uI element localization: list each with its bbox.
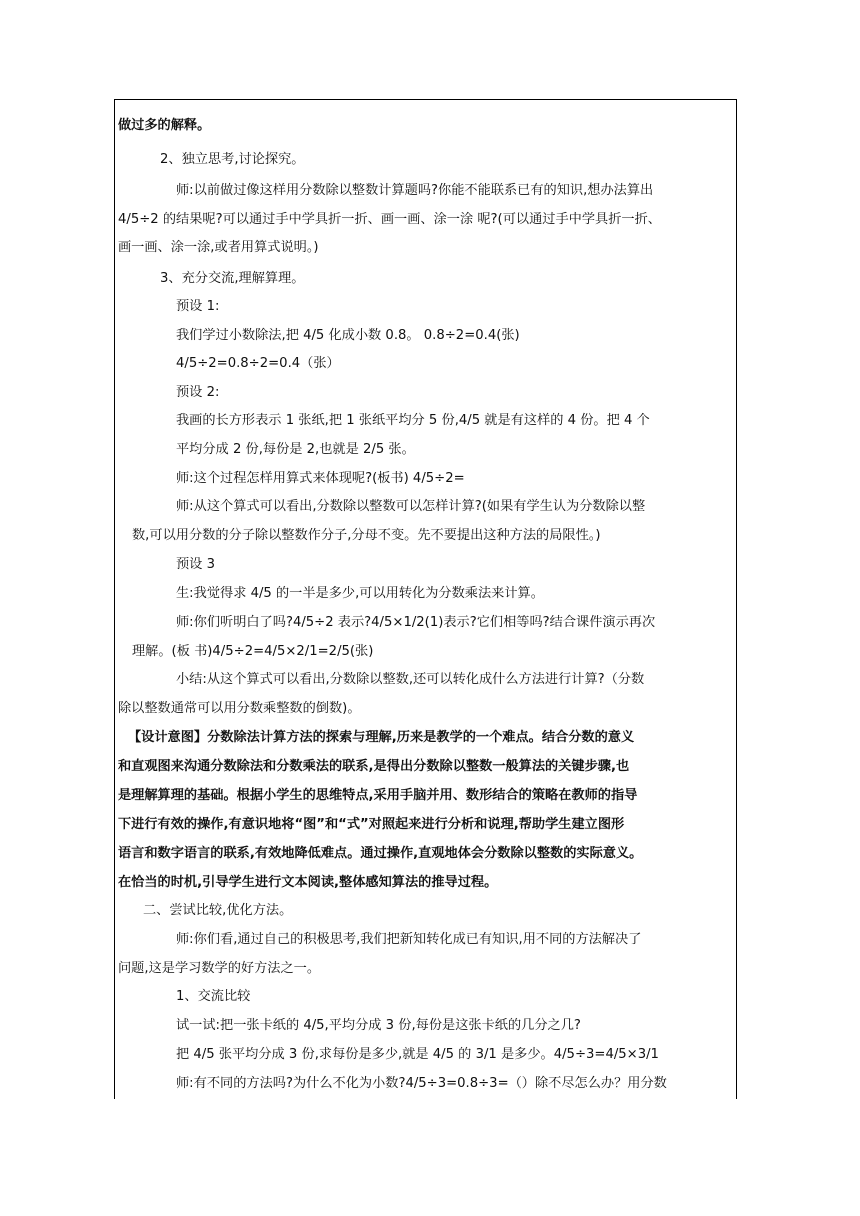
text-line: 我画的长方形表示 1 张纸,把 1 张纸平均分 5 份,4/5 就是有这样的 4 份。把 4 个 <box>176 413 650 428</box>
text-line: 3、充分交流,理解算理。 <box>160 271 305 286</box>
text-line: 2、独立思考,讨论探究。 <box>160 152 305 167</box>
text-line: 问题,这是学习数学的好方法之一。 <box>118 961 321 976</box>
text-line: 试一试:把一张卡纸的 4/5,平均分成 3 份,每份是这张卡纸的几分之几? <box>176 1018 581 1033</box>
text-line: 平均分成 2 份,每份是 2,也就是 2/5 张。 <box>176 442 415 457</box>
text-line: 4/5÷2=0.8÷2=0.4（张） <box>176 356 340 371</box>
text-line: 师:你们听明白了吗?4/5÷2 表示?4/5×1/2(1)表示?它们相等吗?结合课件演示再次 <box>176 615 656 630</box>
text-line: 4/5÷2 的结果呢?可以通过手中学具折一折、画一画、涂一涂 呢?(可以通过手中学具折一折、 <box>118 212 661 227</box>
text-line: 1、交流比较 <box>176 989 251 1004</box>
text-line: 下进行有效的操作,有意识地将“图”和“式”对照起来进行分析和说理,帮助学生建立图形 <box>118 817 625 832</box>
text-line: 生:我觉得求 4/5 的一半是多少,可以用转化为分数乘法来计算。 <box>176 586 544 601</box>
text-line: 是理解算理的基础。根据小学生的思维特点,采用手脑并用、数形结合的策略在教师的指导 <box>118 788 638 803</box>
text-line: 师:有不同的方法吗?为什么不化为小数?4/5÷3=0.8÷3=（）除不尽怎么办？用分数 <box>176 1076 667 1091</box>
text-line: 师:从这个算式可以看出,分数除以整数可以怎样计算?(如果有学生认为分数除以整 <box>176 499 646 514</box>
text-line: 师:你们看,通过自己的积极思考,我们把新知转化成已有知识,用不同的方法解决了 <box>176 932 642 947</box>
text-line: 师:以前做过像这样用分数除以整数计算题吗?你能不能联系已有的知识,想办法算出 <box>176 183 654 198</box>
text-line: 预设 3 <box>176 557 215 572</box>
text-line: 把 4/5 张平均分成 3 份,求每份是多少,就是 4/5 的 3/1 是多少。4/5÷3=4/5×3/1 <box>176 1047 659 1062</box>
text-line: 和直观图来沟通分数除法和分数乘法的联系,是得出分数除以整数一般算法的关键步骤,也 <box>118 759 630 774</box>
text-line: 除以整数通常可以用分数乘整数的倒数)。 <box>118 701 361 716</box>
text-line: 我们学过小数除法,把 4/5 化成小数 0.8。 0.8÷2=0.4(张) <box>176 328 520 343</box>
text-line: 在恰当的时机,引导学生进行文本阅读,整体感知算法的推导过程。 <box>118 875 498 890</box>
text-line: 预设 1: <box>176 299 220 314</box>
text-line: 理解。(板 书)4/5÷2=4/5×2/1=2/5(张) <box>132 644 374 659</box>
text-line: 小结:从这个算式可以看出,分数除以整数,还可以转化成什么方法进行计算?（分数 <box>176 672 645 687</box>
text-line: 数,可以用分数的分子除以整数作分子,分母不变。先不要提出这种方法的局限性。) <box>132 528 601 543</box>
text-line: 预设 2: <box>176 385 220 400</box>
text-line: 画一画、涂一涂,或者用算式说明。) <box>118 240 319 255</box>
text-line: 【设计意图】分数除法计算方法的探索与理解,历来是教学的一个难点。结合分数的意义 <box>128 730 635 745</box>
text-line: 二、尝试比较,优化方法。 <box>143 903 293 918</box>
text-line: 做过多的解释。 <box>118 118 211 133</box>
text-line: 师:这个过程怎样用算式来体现呢?(板书) 4/5÷2= <box>176 471 465 486</box>
text-line: 语言和数字语言的联系,有效地降低难点。通过操作,直观地体会分数除以整数的实际意义。 <box>118 846 643 861</box>
